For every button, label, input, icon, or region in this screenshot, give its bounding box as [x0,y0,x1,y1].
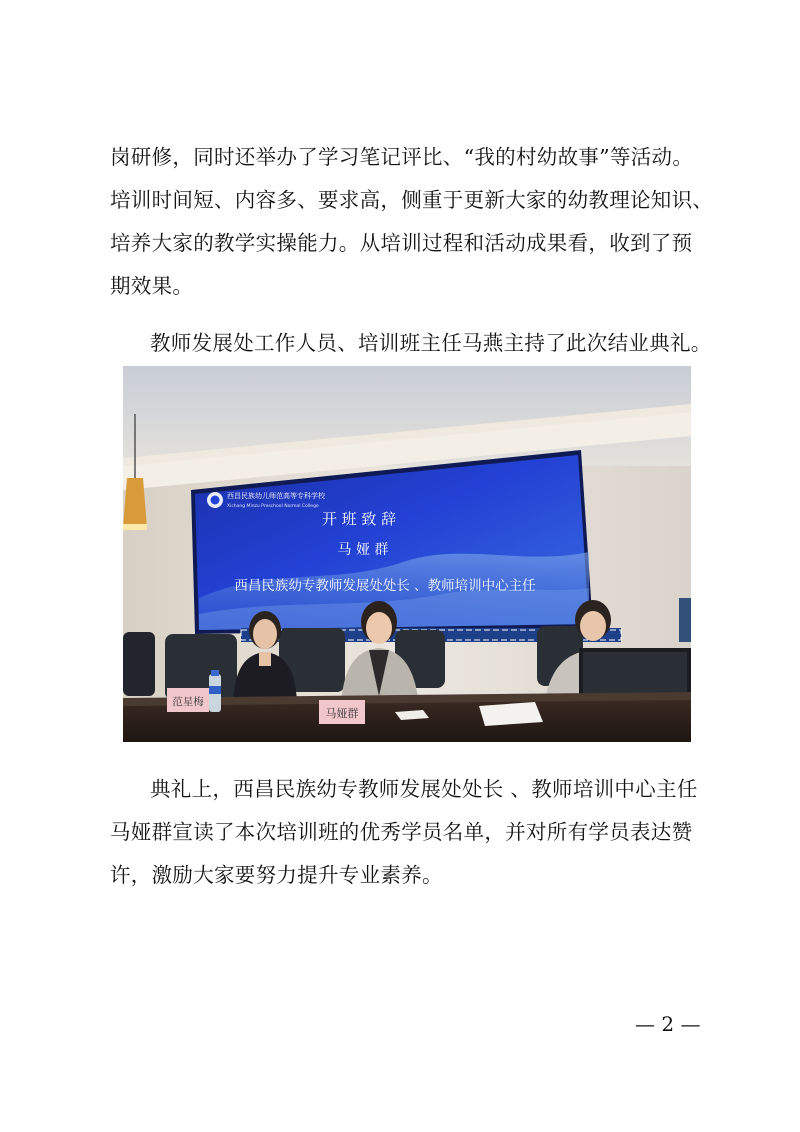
name-card-left [167,688,209,712]
screen-position: 西昌民族幼专教师发展处处长 、教师培训中心主任 [234,578,536,594]
text-line: 教师发展处工作人员、培训班主任马燕主持了此次结业典礼。 [150,331,712,355]
screen-speaker: 马 娅 群 [337,542,389,558]
ceremony-photo [123,366,691,742]
text-line: 马娅群宣读了本次培训班的优秀学员名单，并对所有学员表达赞 [110,820,693,844]
paragraph-2 [110,322,712,365]
text-line: 许，激励大家要努力提升专业素养。 [110,863,443,887]
text-line: 培养大家的教学实操能力。从培训过程和活动成果看，收到了预 [110,231,693,255]
text-line: 培训时间短、内容多、要求高，侧重于更新大家的幼教理论知识、 [110,188,714,212]
screen-title: 开 班 致 辞 [321,510,397,528]
text-line: 岗研修，同时还举办了学习笔记评比、“我的村幼故事”等活动。 [110,145,694,169]
water-bottle [209,670,221,712]
name-card-text: 范星梅 [172,696,204,708]
page-number: — 2 — [635,1012,701,1036]
text-line: 期效果。 [110,274,194,298]
screen-logo-text: 西昌民族幼儿师范高等专科学校 [227,492,325,500]
name-card-center [319,700,365,724]
paragraph-3 [110,768,700,897]
screen-logo-subtext: Xichang Minzu Preschool Normal College [227,504,319,509]
text-line: 典礼上，西昌民族幼专教师发展处处长 、教师培训中心主任 [150,777,698,801]
name-card-text: 马娅群 [325,707,359,720]
papers [479,702,543,726]
paragraph-1 [110,136,714,308]
